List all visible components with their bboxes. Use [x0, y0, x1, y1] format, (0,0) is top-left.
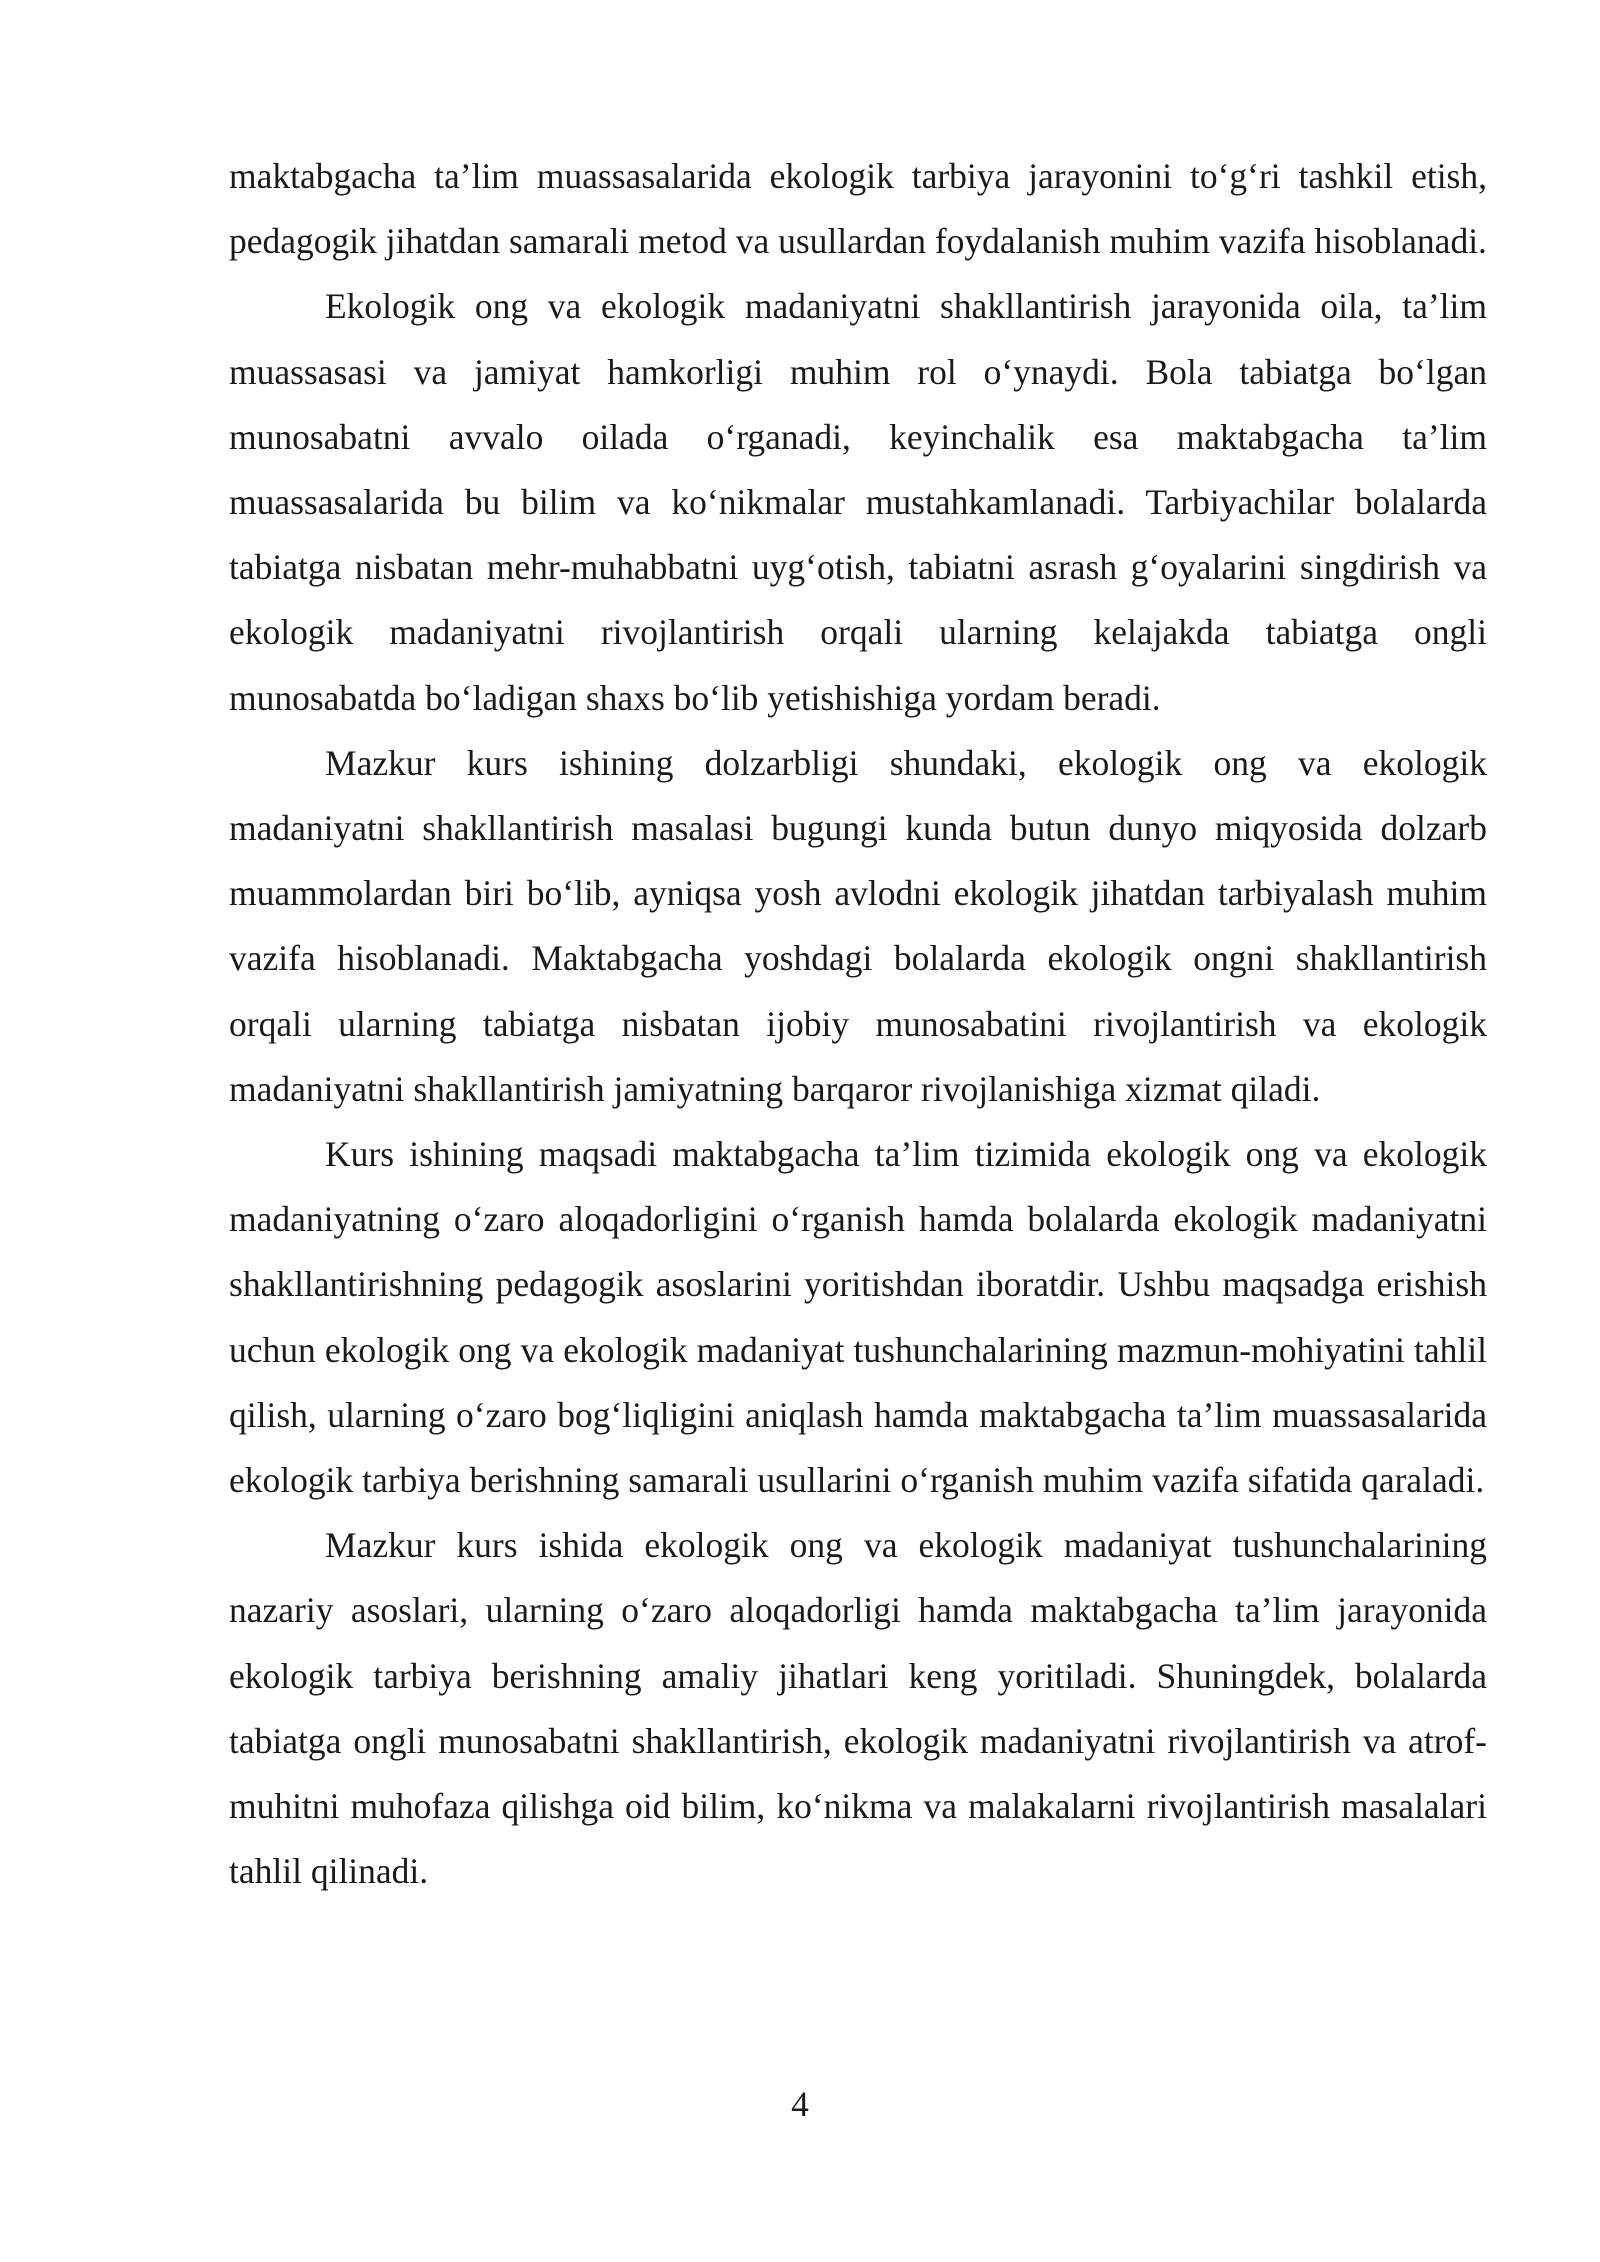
page-number: 4: [791, 2084, 809, 2124]
body-text: [229, 144, 1487, 1904]
paragraph-scope: Mazkur kurs ishida ekologik ong va ekologik madaniyat tushunchalarining nazariy asoslari, ularning o‘zaro aloqadorligi hamda maktabgacha ta’lim jarayonida ekologik tarbiya berishning amaliy jihatlari keng yoritiladi. Shuningdek, bolalarda tabiatga ongli munosabatni shakllantirish, ekologik madaniyatni rivojlantirish va atrof-muhitni muhofaza qilishga oid bilim, ko‘nikma va malakalarni rivojlantirish masalalari tahlil qilinadi.: [229, 1525, 1487, 1892]
paragraph-relevance: Mazkur kurs ishining dolzarbligi shundaki, ekologik ong va ekologik madaniyatni shakllantirish masalasi bugungi kunda butun dunyo miqyosida dolzarb muammolardan biri bo‘lib, ayniqsa yosh avlodni ekologik jihatdan tarbiyalash muhim vazifa hisoblanadi. Maktabgacha yoshdagi bolalarda ekologik ongni shakllantirish orqali ularning tabiatga nisbatan ijobiy munosabatini rivojlantirish va ekologik madaniyatni shakllantirish jamiyatning barqaror rivojlanishiga xizmat qiladi.: [229, 742, 1487, 1109]
paragraph-collaboration: Ekologik ong va ekologik madaniyatni shakllantirish jarayonida oila, ta’lim muassasasi va jamiyat hamkorligi muhim rol o‘ynaydi. Bola tabiatga bo‘lgan munosabatni avvalo oilada o‘rganadi, keyinchalik esa maktabgacha ta’lim muassasalarida bu bilim va ko‘nikmalar mustahkamlanadi. Tarbiyachilar bolalarda tabiatga nisbatan mehr-muhabbatni uyg‘otish, tabiatni asrash g‘oyalarini singdirish va ekologik madaniyatni rivojlantirish orqali ularning kelajakda tabiatga ongli munosabatda bo‘ladigan shaxs bo‘lib yetishishiga yordam beradi.: [229, 286, 1487, 718]
paragraph-goal: Kurs ishining maqsadi maktabgacha ta’lim tizimida ekologik ong va ekologik madaniyatning o‘zaro aloqadorligini o‘rganish hamda bolalarda ekologik madaniyatni shakllantirishning pedagogik asoslarini yoritishdan iboratdir. Ushbu maqsadga erishish uchun ekologik ong va ekologik madaniyat tushunchalarining mazmun-mohiyatini tahlil qilish, ularning o‘zaro bog‘liqligini aniqlash hamda maktabgacha ta’lim muassasalarida ekologik tarbiya berishning samarali usullarini o‘rganish muhim vazifa sifatida qaraladi.: [229, 1134, 1487, 1501]
paragraph-continuation: maktabgacha ta’lim muassasalarida ekologik tarbiya jarayonini to‘g‘ri tashkil etish, pedagogik jihatdan samarali metod va usullardan foydalanish muhim vazifa hisoblanadi.: [229, 156, 1487, 262]
